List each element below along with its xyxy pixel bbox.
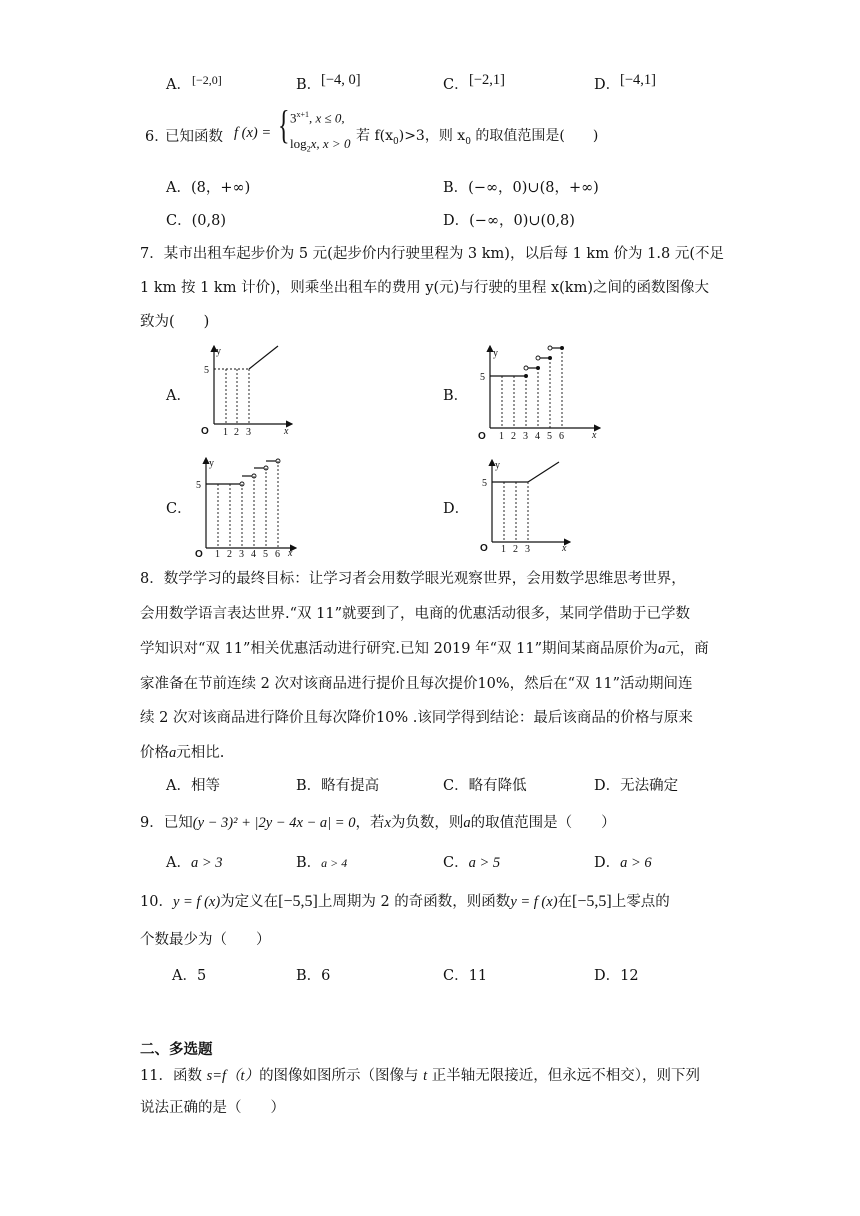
q7-graph-a-tick-3: 3 xyxy=(246,427,251,438)
q6-number: 6． xyxy=(145,129,169,145)
q5-option-b-text: [−4, 0] xyxy=(321,72,361,88)
q7-graph-c-five: 5 xyxy=(196,480,201,491)
q7-graph-c-origin: O xyxy=(195,549,203,558)
q7-line-2: 1 km 按 1 km 计价)，则乘坐出租车的费用 y(元)与行驶的里程 x(km)之间的函数图像大 xyxy=(140,280,709,296)
q7-graph-d-tick-2: 2 xyxy=(513,544,518,554)
q7-graph-b-tick-2: 2 xyxy=(511,431,516,442)
q7-graph-b-tick-6: 6 xyxy=(559,431,564,442)
q7-graph-c-tick-5: 5 xyxy=(263,549,268,558)
q7-option-a-label: A． xyxy=(166,388,191,404)
q6-option-d: D．(−∞，0)∪(0,8) xyxy=(443,213,575,229)
q9-option-d: D．a > 6 xyxy=(594,855,652,871)
section-title: 二、多选题 xyxy=(140,1041,213,1058)
q7-option-c-label: C． xyxy=(166,501,192,517)
q7-graph-b-five: 5 xyxy=(480,372,485,383)
q7-graph-d-five: 5 xyxy=(482,478,487,489)
q8-line-1: 8．数学学习的最终目标：让学习者会用数学眼光观察世界，会用数学思维思考世界， xyxy=(140,571,686,587)
q7-graph-c xyxy=(192,454,302,558)
q6-func: f (x) = xyxy=(234,125,272,141)
q6-option-b: B．(−∞，0)∪(8，+∞) xyxy=(443,180,599,196)
q9-option-c: C．a > 5 xyxy=(443,855,501,871)
q7-graph-c-tick-2: 2 xyxy=(227,549,232,558)
q8-line-6: 价格a元相比. xyxy=(140,745,225,761)
q11-line-1: 11．函数 s=f（t）的图像如图所示（图像与 t 正半轴无限接近，但永远不相交），则下列 xyxy=(140,1068,701,1084)
q7-graph-d-tick-1: 1 xyxy=(501,544,506,554)
q10-option-c: C．11 xyxy=(443,968,488,984)
q7-graph-b-origin: O xyxy=(478,431,486,442)
q10-line-2: 个数最少为（ ） xyxy=(140,932,271,948)
q7-graph-a-five: 5 xyxy=(204,365,209,376)
q7-graph-b xyxy=(474,340,604,444)
q7-graph-c-y-label: y xyxy=(209,458,214,469)
q8-option-d: D．无法确定 xyxy=(594,778,679,794)
q5-option-a-label: A． xyxy=(166,77,191,93)
q7-graph-a xyxy=(196,340,296,440)
q7-graph-b-y-label: y xyxy=(493,348,498,359)
q7-graph-b-tick-1: 1 xyxy=(499,431,504,442)
q7-option-b-label: B． xyxy=(443,388,469,404)
q7-graph-a-tick-2: 2 xyxy=(234,427,239,438)
q10-option-b: B．6 xyxy=(296,968,331,984)
q6-case2: $\log_2x$, x > 0 xyxy=(290,136,351,154)
q7-graph-d-y-label: y xyxy=(495,460,500,471)
q10-option-a: A．5 xyxy=(172,968,207,984)
q5-option-a-text: [−2,0] xyxy=(192,73,222,87)
q8-option-a: A．相等 xyxy=(166,778,220,794)
q5-option-c-label: C． xyxy=(443,77,469,93)
q6-option-a: A．(8，+∞) xyxy=(166,180,251,196)
q10-option-d: D．12 xyxy=(594,968,639,984)
q7-graph-b-tick-5: 5 xyxy=(547,431,552,442)
q8-option-c: C．略有降低 xyxy=(443,778,527,794)
q7-graph-c-tick-6: 6 xyxy=(275,549,280,558)
q7-line-1: 7．某市出租车起步价为 5 元(起步价内行驶里程为 3 km)，以后每 1 km 价为 1.8 元(不足 xyxy=(140,246,724,262)
q11-line-2: 说法正确的是（ ） xyxy=(140,1100,285,1116)
q7-graph-d-x-label: x xyxy=(562,543,567,554)
q7-graph-c-tick-4: 4 xyxy=(251,549,256,558)
q7-graph-d xyxy=(474,454,574,554)
q7-graph-a-y-label: y xyxy=(216,346,221,357)
q7-graph-c-tick-3: 3 xyxy=(239,549,244,558)
q7-graph-a-tick-1: 1 xyxy=(223,427,228,438)
q7-graph-c-tick-1: 1 xyxy=(215,549,220,558)
q8-line-4: 家准备在节前连续 2 次对该商品进行提价且每次提价10%，然后在“双 11”活动期间连 xyxy=(140,676,693,692)
q7-line-3: 致为( ) xyxy=(140,314,210,330)
q6-stem-b: 若 $f(x_0)>3$，则 $x_0$ 的取值范围是( ) xyxy=(356,128,599,147)
q7-graph-a-x-label: x xyxy=(284,426,289,437)
q7-graph-a-origin: O xyxy=(201,426,209,437)
q9-stem: 9．已知(y − 3)² + |2y − 4x − a| = 0，若x为负数，则a的取值范围是（ ） xyxy=(140,815,616,831)
q8-line-2: 会用数学语言表达世界.“双 11”就要到了，电商的优惠活动很多，某同学借助于已学数 xyxy=(140,606,690,622)
q6-brace: { xyxy=(278,102,290,147)
q7-graph-d-tick-3: 3 xyxy=(525,544,530,554)
q5-option-d-text: [−4,1] xyxy=(620,72,656,88)
q7-graph-b-tick-3: 3 xyxy=(523,431,528,442)
q5-option-d-label: D． xyxy=(594,77,621,93)
q8-option-b: B．略有提高 xyxy=(296,778,380,794)
q8-line-5: 续 2 次对该商品进行降价且每次降价10% .该同学得到结论：最后该商品的价格与原来 xyxy=(140,710,693,726)
q7-graph-d-origin: O xyxy=(480,543,488,554)
q10-line-1: 10．y = f (x)为定义在[−5,5]上周期为 2 的奇函数，则函数y = f (x)在[−5,5]上零点的 xyxy=(140,893,670,910)
q6-stem-a: 已知函数 xyxy=(165,129,223,145)
q9-option-a: A．a > 3 xyxy=(166,855,223,871)
q5-option-c-text: [−2,1] xyxy=(469,72,505,88)
q7-option-d-label: D． xyxy=(443,501,470,517)
q9-option-b: B．a > 4 xyxy=(296,855,348,871)
q7-graph-b-tick-4: 4 xyxy=(535,431,540,442)
q6-case1: $3^{x+1}$, x ≤ 0, xyxy=(290,110,345,126)
q7-graph-b-x-label: x xyxy=(592,430,597,441)
q8-line-3: 学知识对“双 11”相关优惠活动进行研究.已知 2019 年“双 11”期间某商品原价为a元，商 xyxy=(140,641,709,657)
q5-option-b-label: B． xyxy=(296,77,322,93)
q6-option-c: C．(0,8) xyxy=(166,213,226,229)
q7-graph-c-x-label: x xyxy=(288,548,293,558)
